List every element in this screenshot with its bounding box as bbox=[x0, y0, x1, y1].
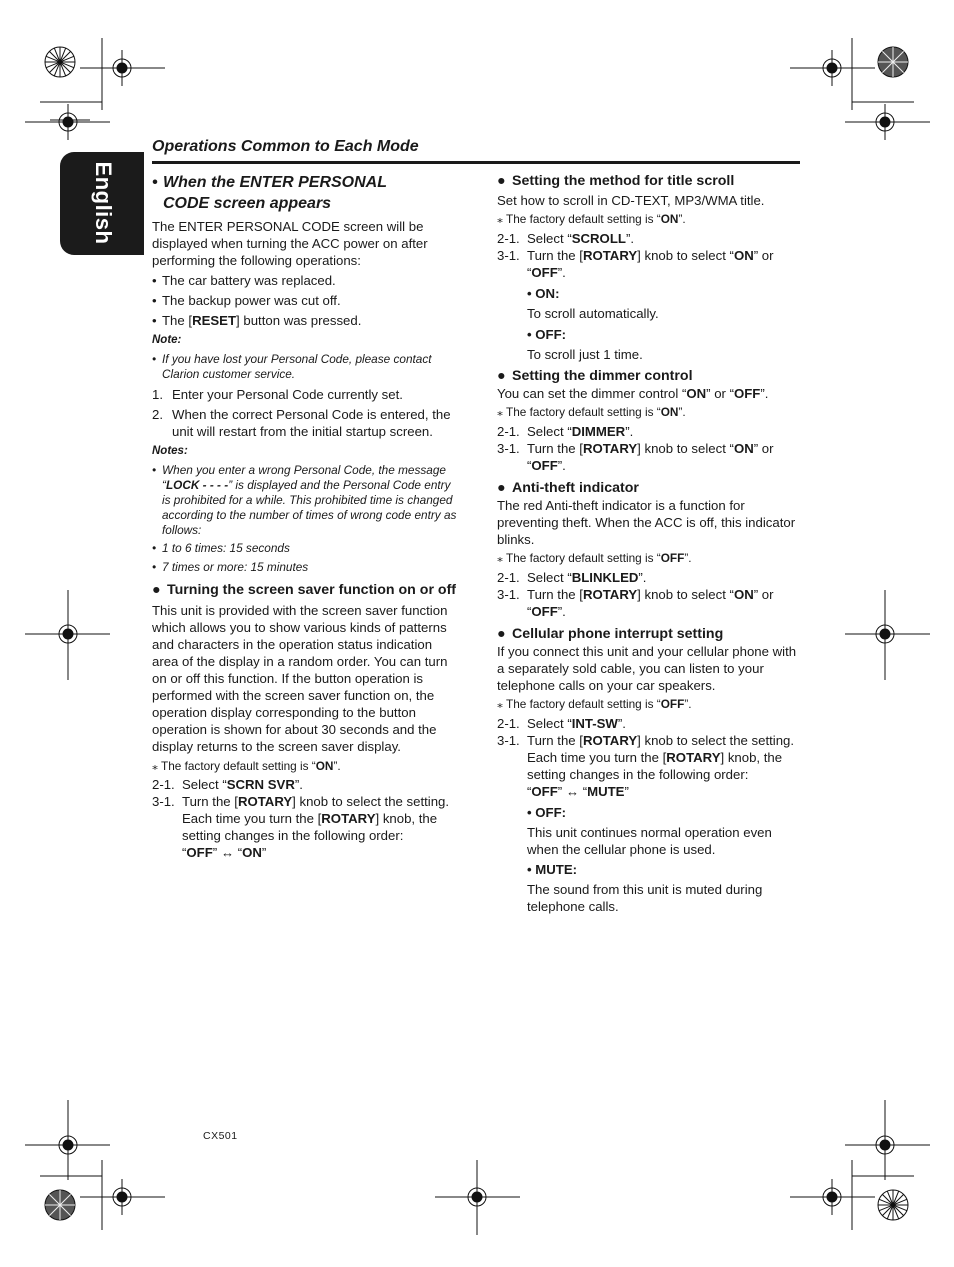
heading-anti-theft: ● Anti-theft indicator bbox=[497, 480, 639, 496]
default-setting: ⁎ The factory default setting is “ON”. bbox=[497, 405, 686, 419]
setting-order: “OFF” ↔ “MUTE” bbox=[527, 784, 629, 799]
numbered-step: 2. When the correct Personal Code is entered, the unit will restart from the initial startup screen. bbox=[152, 407, 451, 439]
step: 2-1. Select “SCROLL”. bbox=[497, 231, 634, 246]
paragraph: The red Anti-theft indicator is a function for preventing theft. When the ACC is off, this indicator blinks. bbox=[497, 498, 796, 547]
heading-cellular: ● Cellular phone interrupt setting bbox=[497, 626, 724, 642]
step: 2-1. Select “INT-SW”. bbox=[497, 716, 626, 731]
default-setting: ⁎ The factory default setting is “ON”. bbox=[497, 212, 686, 226]
step: 2-1. Select “DIMMER”. bbox=[497, 424, 634, 439]
step: 3-1. Turn the [ROTARY] knob to select “ON” or “OFF”. bbox=[497, 248, 774, 280]
setting-order: “OFF” ↔ “ON” bbox=[182, 845, 267, 860]
list-item: • The backup power was cut off. bbox=[152, 293, 341, 308]
paragraph: If you connect this unit and your cellular phone with a separately sold cable, you can listen to your telephone calls on your car speakers. bbox=[497, 644, 797, 693]
step: 2-1. Select “BLINKLED”. bbox=[497, 570, 647, 585]
default-setting: ⁎ The factory default setting is “ON”. bbox=[152, 759, 341, 773]
step: 2-1. Select “SCRN SVR”. bbox=[152, 777, 303, 792]
language-tab-label: English bbox=[91, 161, 116, 245]
option-label: • MUTE: bbox=[527, 862, 578, 877]
note-item: • 1 to 6 times: 15 seconds bbox=[152, 541, 290, 555]
step: 3-1. Turn the [ROTARY] knob to select “ON” or “OFF”. bbox=[497, 587, 774, 619]
model-code: CX501 bbox=[203, 1130, 238, 1142]
section-title: Operations Common to Each Mode bbox=[152, 138, 419, 155]
option-label: • ON: bbox=[527, 286, 560, 301]
option-label: • OFF: bbox=[527, 327, 567, 342]
section-rule bbox=[152, 161, 800, 164]
left-column bbox=[152, 172, 457, 861]
option-text: To scroll automatically. bbox=[527, 306, 659, 321]
option-text: To scroll just 1 time. bbox=[527, 347, 643, 362]
star-target-mark bbox=[878, 1190, 908, 1220]
notes-label: Notes: bbox=[152, 445, 188, 457]
star-target-mark bbox=[45, 1190, 75, 1220]
step: 3-1. Turn the [ROTARY] knob to select “ON” or “OFF”. bbox=[497, 441, 774, 473]
paragraph: This unit is provided with the screen saver function which allows you to show various kinds of patterns and characters in the operation status indication area of the display in a random order. You can turn on or off this function. If the button operation is performed with the screen saver function on, the operation display corresponding to the button operation is shown for about 30 seconds and the display returns to the screen saver display. bbox=[152, 603, 448, 754]
list-item: • The [RESET] button was pressed. bbox=[152, 313, 362, 328]
paragraph: The ENTER PERSONAL CODE screen will be displayed when turning the ACC power on after performing the following operations: bbox=[152, 219, 428, 268]
numbered-step: 1. Enter your Personal Code currently set. bbox=[152, 387, 403, 402]
paragraph: Set how to scroll in CD-TEXT, MP3/WMA title. bbox=[497, 193, 765, 208]
option-text: This unit continues normal operation even when the cellular phone is used. bbox=[527, 825, 772, 857]
paragraph: You can set the dimmer control “ON” or “OFF”. bbox=[497, 386, 769, 401]
note-item: • If you have lost your Personal Code, please contact Clarion customer service. bbox=[152, 352, 432, 381]
step: 3-1. Turn the [ROTARY] knob to select the setting. Each time you turn the [ROTARY] knob, the setting changes in the following order: bbox=[497, 733, 795, 782]
step-continuation: Each time you turn the [ROTARY] knob, the setting changes in the following order: bbox=[182, 811, 438, 843]
star-target-mark bbox=[878, 47, 908, 77]
list-item: • The car battery was replaced. bbox=[152, 273, 336, 288]
step: 3-1. Turn the [ROTARY] knob to select the setting. bbox=[152, 794, 450, 809]
option-text: The sound from this unit is muted during telephone calls. bbox=[527, 882, 763, 914]
note-item: • 7 times or more: 15 minutes bbox=[152, 560, 309, 574]
star-target-mark bbox=[45, 47, 75, 77]
heading-dimmer: ● Setting the dimmer control bbox=[497, 368, 693, 384]
heading-screen-saver: ● Turning the screen saver function on or off bbox=[152, 582, 457, 598]
right-column bbox=[497, 172, 802, 915]
note-item: • When you enter a wrong Personal Code, the message “LOCK - - - -” is displayed and the Personal Code entry is prohibited for a while. This prohibited time is changed according to the number of times of wrong code entry as follows: bbox=[152, 463, 457, 537]
heading-enter-personal-code: • When the ENTER PERSONAL CODE screen appears bbox=[152, 174, 388, 212]
default-setting: ⁎ The factory default setting is “OFF”. bbox=[497, 697, 692, 711]
heading-title-scroll: ● Setting the method for title scroll bbox=[497, 173, 735, 189]
default-setting: ⁎ The factory default setting is “OFF”. bbox=[497, 551, 692, 565]
note-label: Note: bbox=[152, 334, 182, 346]
option-label: • OFF: bbox=[527, 805, 567, 820]
